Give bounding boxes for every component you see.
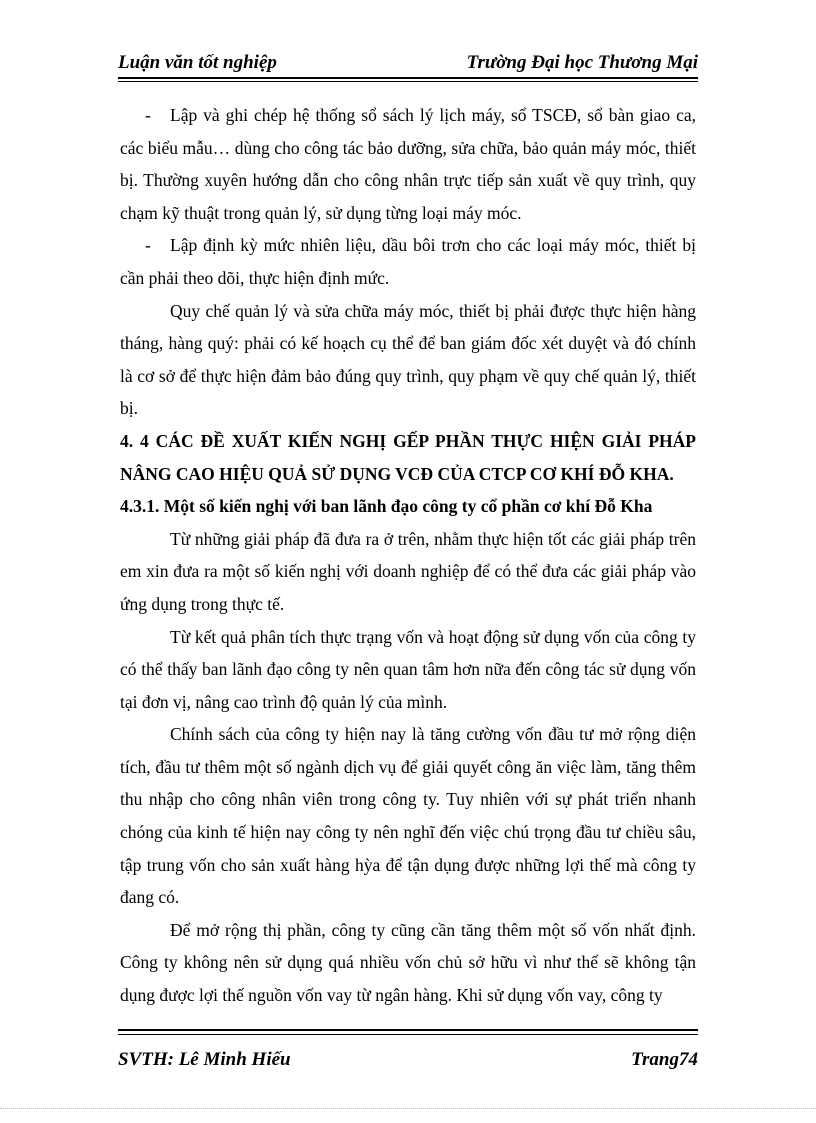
section-heading-4-4: 4. 4 CÁC ĐỀ XUẤT KIẾN NGHỊ GẾP PHẦN THỰC HIỆN GIẢI PHÁP NÂNG CAO HIỆU QUẢ SỬ DỤNG VCĐ CỦA CTCP CƠ KHÍ ĐỖ KHA. (120, 430, 696, 484)
bullet-text: Lập và ghi chép hệ thống sổ sách lý lịch máy, sổ TSCĐ, sổ bàn giao ca, các biểu mẫu… dùng cho công tác bảo dưỡng, sửa chữa, bảo quản máy móc, thiết bị. Thường xuyên hướng dẫn cho công nhân trực tiếp sản xuất về quy trình, quy chạm kỹ thuật trong quản lý, sử dụng từng loại máy móc. (120, 105, 696, 223)
bullet-dash: - (145, 235, 151, 256)
paragraph-analysis: Từ kết quả phân tích thực trạng vốn và hoạt động sử dụng vốn của công ty có thể thấy ban lãnh đạo công ty nên quan tâm hơn nữa đến công tác sử dụng vốn tại đơn vị, nâng cao trình độ quản lý của mình. (120, 626, 696, 712)
page-header (118, 50, 698, 76)
page-bottom-border (0, 1108, 816, 1109)
paragraph-regulation: Quy chế quản lý và sửa chữa máy móc, thiết bị phải được thực hiện hàng tháng, hàng quý: phải có kế hoạch cụ thể để ban giám đốc xét duyệt và đó chính là cơ sở để thực hiện đảm bảo đúng quy trình, quy phạm về quy chế quản lý, thiết bị. (120, 300, 696, 419)
footer-page-number: Trang74 (631, 1049, 698, 1070)
footer-rule-thick (118, 1029, 698, 1031)
page-body (120, 99, 696, 1012)
bullet-item-fuel (120, 229, 696, 294)
bullet-text: Lập định kỳ mức nhiên liệu, dầu bôi trơn cho các loại máy móc, thiết bị cần phải theo dõi, thực hiện định mức. (120, 235, 696, 288)
header-rule-thick (118, 77, 698, 79)
subsection-heading-4-3-1: 4.3.1. Một số kiến nghị với ban lãnh đạo công ty cổ phần cơ khí Đỗ Kha (120, 496, 653, 517)
paragraph-solutions: Từ những giải pháp đã đưa ra ở trên, nhằm thực hiện tốt các giải pháp trên em xin đưa ra một số kiến nghị với doanh nghiệp để có thể đưa các giải pháp vào ứng dụng trong thực tế. (120, 528, 696, 614)
bullet-item-records (120, 99, 696, 229)
paragraph-market-share: Để mở rộng thị phần, công ty cũng cần tăng thêm một số vốn nhất định. Công ty không nên sử dụng quá nhiều vốn chủ sở hữu vì như thế sẽ không tận dụng được lợi thế nguồn vốn vay từ ngân hàng. Khi sử dụng vốn vay, công ty (120, 919, 696, 1006)
header-rule-thin (118, 81, 698, 82)
footer-rule-thin (118, 1034, 698, 1035)
footer-student-name: SVTH: Lê Minh Hiếu (118, 1049, 291, 1070)
page-footer (118, 1047, 698, 1073)
bullet-dash: - (145, 105, 151, 125)
header-university: Trường Đại học Thương Mại (466, 52, 698, 73)
header-thesis-title: Luận văn tốt nghiệp (118, 52, 277, 73)
paragraph-policy: Chính sách của công ty hiện nay là tăng cường vốn đầu tư mở rộng diện tích, đầu tư thêm một số ngành dịch vụ để giải quyết công ăn việc làm, tăng thêm thu nhập cho công nhân viên trong công ty. Tuy nhiên với sự phát triển nhanh chóng của kinh tế hiện nay công ty nên nghĩ đến việc chú trọng đầu tư chiều sâu, tập trung vốn cho sản xuất hàng hỳa để tận dụng được những lợi thế mà công ty đang có. (120, 724, 696, 908)
